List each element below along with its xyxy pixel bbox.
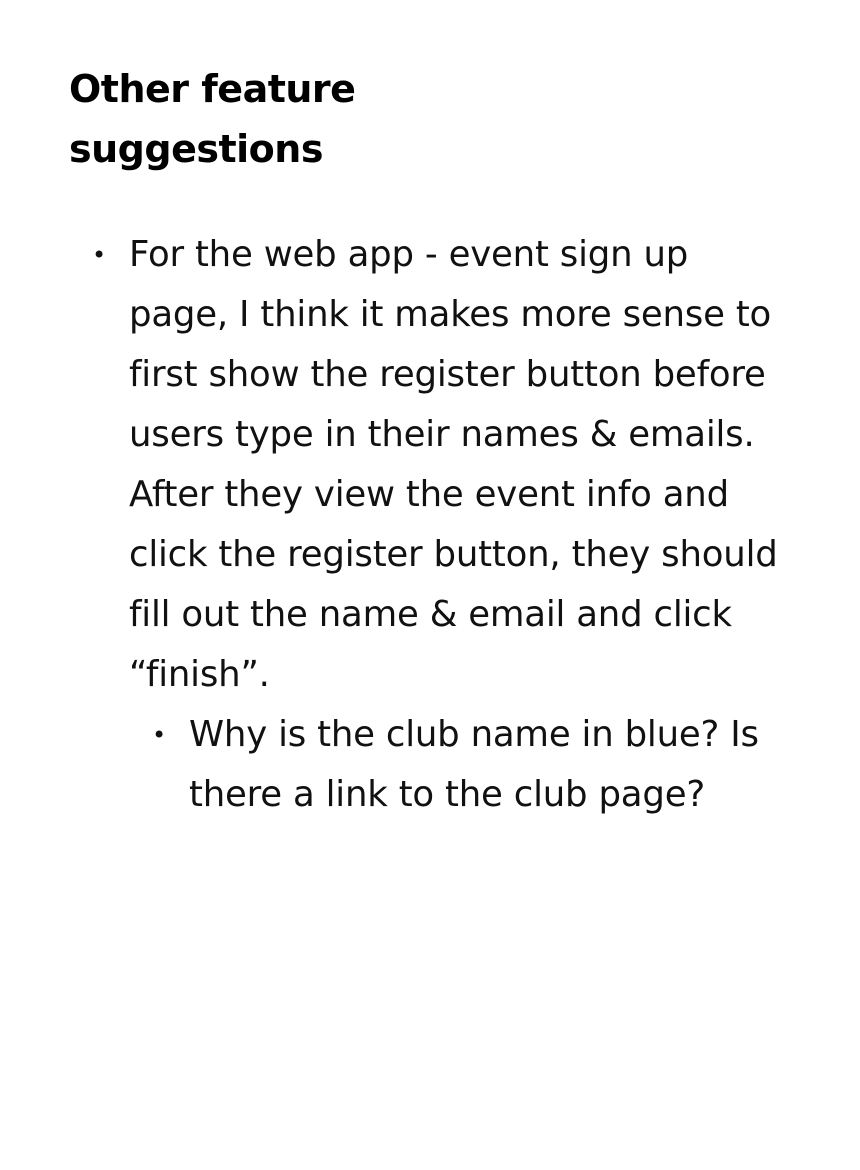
bullet-icon: •: [92, 241, 106, 269]
nested-list-item: [0, 705, 860, 825]
list-item-text: For the web app - event sign up page, I think it makes more sense to first show the register button before users type in their names & emails. After they view the event info and click the register button, they should fill out the name & email and click “finish”.: [129, 234, 778, 695]
section-heading: [69, 59, 409, 179]
suggestion-list: [0, 225, 860, 825]
heading-line-1: Other feature: [69, 67, 356, 111]
heading-line-2: suggestions: [69, 127, 323, 171]
list-item: [0, 225, 860, 705]
nested-list-item-text: Why is the club name in blue? Is there a link to the club page?: [189, 714, 759, 815]
bullet-icon: •: [152, 721, 166, 749]
